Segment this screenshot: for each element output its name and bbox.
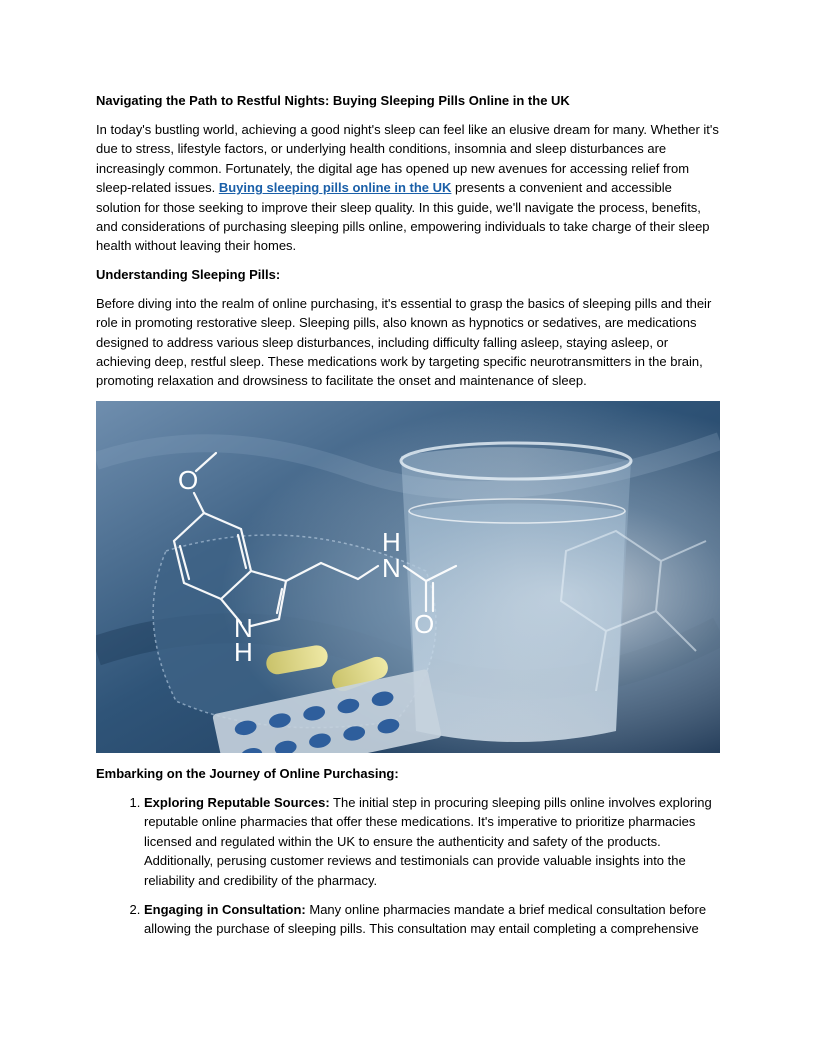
step-1-text: The initial step in procuring sleeping pills online involves exploring reputable online pharmacies that offer these medications. It's imperative to prioritize pharmacies licensed and regulated within the UK to ensure the authenticity and safety of the products. Additionally, perusing customer reviews and testimonials can provide valuable insights into the reliability and credibility of the pharmacy.	[144, 794, 712, 888]
atom-label-n-amide: N	[382, 552, 401, 583]
article-title: Navigating the Path to Restful Nights: Buying Sleeping Pills Online in the UK	[96, 93, 570, 108]
section-heading-online-purchasing: Embarking on the Journey of Online Purchasing:	[96, 765, 399, 781]
document-page	[96, 92, 720, 949]
atom-label-o-methoxy: O	[178, 464, 199, 495]
section-heading-understanding: Understanding Sleeping Pills:	[96, 266, 281, 282]
step-2-text: Many online pharmacies mandate a brief medical consultation before allowing the purchase of sleeping pills. This consultation may entail completing a comprehensive	[144, 901, 707, 937]
atom-label-h-amide: H	[382, 526, 401, 557]
list-item	[144, 793, 720, 890]
understanding-paragraph: Before diving into the realm of online purchasing, it's essential to grasp the basics of sleeping pills and their role in promoting restorative sleep. Sleeping pills, also known as hypnotics or sedatives, are medications designed to address various sleep disturbances, including difficulty falling asleep, staying asleep, or achieving deep, restful sleep. These medications work by targeting specific neurotransmitters in the brain, promoting relaxation and drowsiness to facilitate the onset and maintenance of sleep.	[96, 295, 712, 389]
intro-paragraph	[96, 120, 720, 256]
buy-sleeping-pills-link[interactable]: Buying sleeping pills online in the UK	[218, 180, 452, 196]
purchasing-steps-list	[96, 793, 720, 939]
intro-text-part1: In today's bustling world, achieving a good night's sleep can feel like an elusive dream for many. Whether it's due to stress, lifestyle factors, or underlying health conditions, insomnia and sleep disturbances are increasingly common. Fortunately, the digital age has opened up new avenues for accessing relief from sleep-related issues.	[96, 122, 719, 196]
atom-label-o-carbonyl: O	[414, 608, 435, 639]
atom-label-n-indole: N	[234, 612, 253, 643]
intro-text-part2: presents a convenient and accessible solution for those seeking to improve their sleep quality. In this guide, we'll navigate the process, benefits, and considerations of purchasing sleeping pills online, empowering individuals to take charge of their sleep health without leaving their homes.	[96, 180, 710, 254]
step-2-label: Engaging in Consultation:	[144, 901, 306, 917]
sleeping-pills-photo	[96, 401, 720, 753]
step-1-label: Exploring Reputable Sources:	[144, 794, 330, 810]
atom-label-h-indole: H	[234, 636, 253, 667]
list-item	[144, 900, 720, 939]
